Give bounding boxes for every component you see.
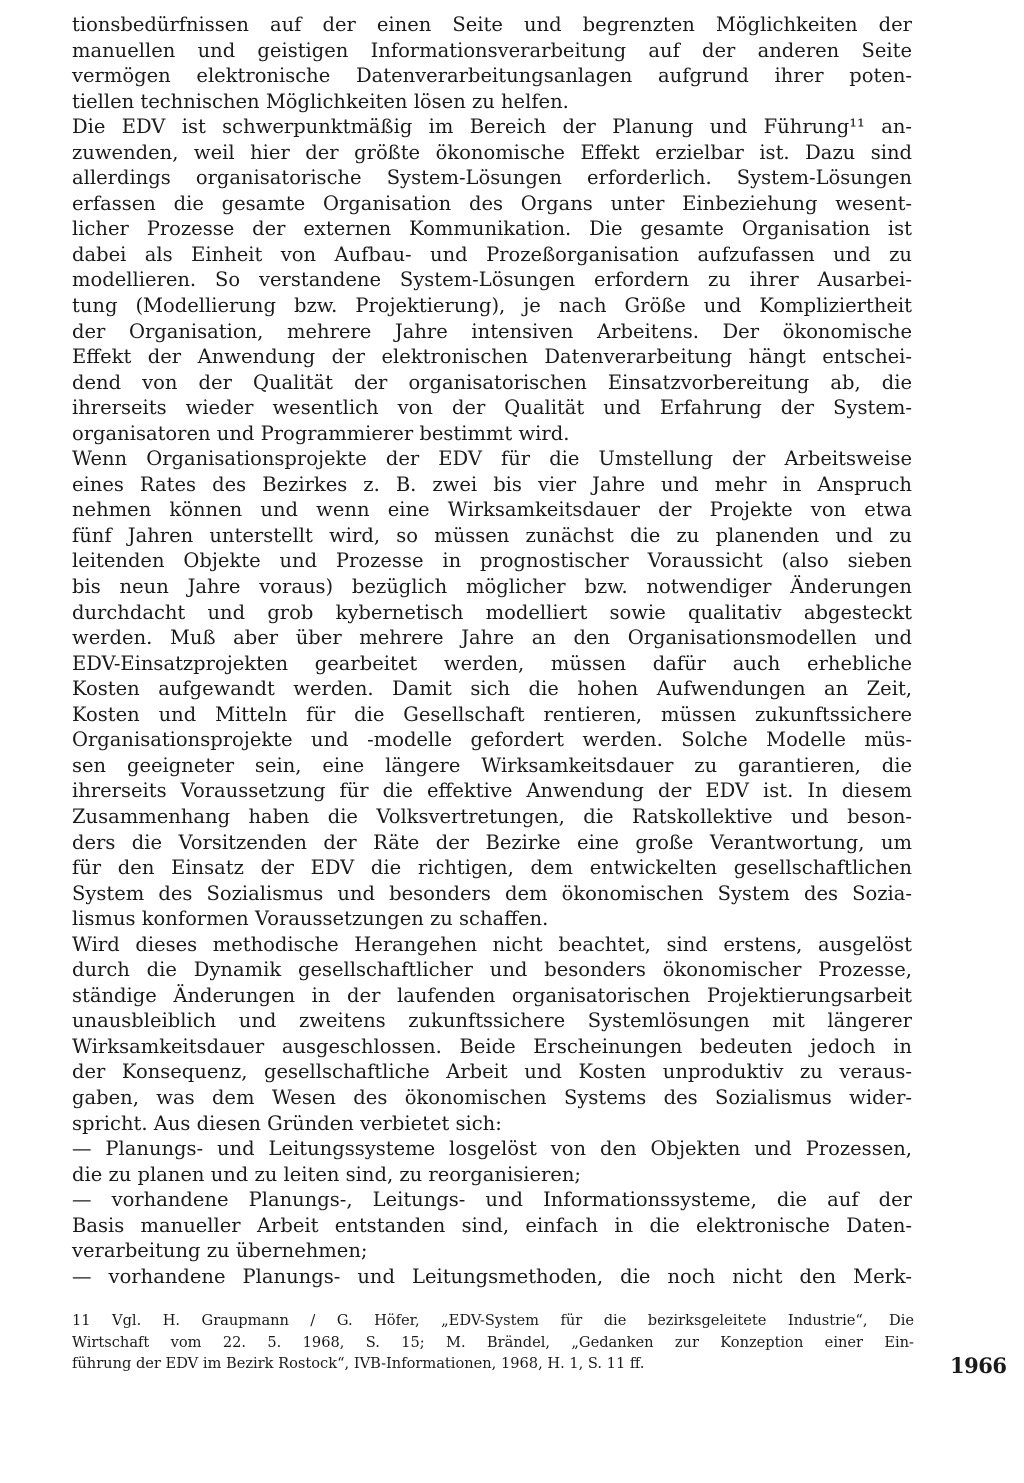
text-line: Wenn Organisationsprojekte der EDV für die Umstellung der Arbeitsweise (72, 447, 912, 471)
text-line: Wird dieses methodische Herangehen nicht beachtet, sind erstens, ausgelöst (72, 932, 912, 956)
text-line: — vorhandene Planungs-, Leitungs- und Informationssysteme, die auf der (72, 1188, 912, 1212)
text-line: dabei als Einheit von Aufbau- und Prozeßorganisation aufzufassen und zu (72, 242, 912, 266)
text-line: durchdacht und grob kybernetisch modelliert sowie qualitativ abgesteckt (72, 600, 912, 624)
text-line: modellieren. So verstandene System-Lösungen erfordern zu ihrer Ausarbei- (72, 268, 912, 292)
text-line: leitenden Objekte und Prozesse in prognostischer Voraussicht (also sieben (72, 549, 912, 573)
text-line: verarbeitung zu übernehmen; (72, 1239, 368, 1263)
text-line: Zusammenhang haben die Volksvertretungen, die Ratskollektive und beson- (72, 804, 912, 828)
text-line: tiellen technischen Möglichkeiten lösen zu helfen. (72, 89, 569, 113)
text-line: ihrerseits wieder wesentlich von der Qualität und Erfahrung der System- (72, 396, 912, 420)
text-line: Die EDV ist schwerpunktmäßig im Bereich der Planung und Führung¹¹ an- (72, 115, 912, 139)
text-line: Kosten aufgewandt werden. Damit sich die hohen Aufwendungen an Zeit, (72, 677, 912, 701)
page-number: 1966 (950, 1353, 1007, 1378)
text-line: erfassen die gesamte Organisation des Organs unter Einbeziehung wesent- (72, 191, 912, 215)
text-line: organisatoren und Programmierer bestimmt wird. (72, 421, 570, 445)
text-line: unausbleiblich und zweitens zukunftssichere Systemlösungen mit längerer (72, 1009, 912, 1033)
text-line: eines Rates des Bezirkes z. B. zwei bis vier Jahre und mehr in Anspruch (72, 472, 912, 496)
text-line: licher Prozesse der externen Kommunikation. Die gesamte Organisation ist (72, 217, 912, 241)
text-line: manuellen und geistigen Informationsverarbeitung auf der anderen Seite (72, 38, 912, 62)
text-line: werden. Muß aber über mehrere Jahre an den Organisationsmodellen und (72, 626, 912, 650)
text-line: — vorhandene Planungs- und Leitungsmethoden, die noch nicht den Merk- (72, 1264, 912, 1288)
text-line: gaben, was dem Wesen des ökonomischen Systems des Sozialismus wider- (72, 1085, 912, 1109)
text-line: tionsbedürfnissen auf der einen Seite und begrenzten Möglichkeiten der (72, 13, 912, 36)
footnote-line: Wirtschaft vom 22. 5. 1968, S. 15; M. Brändel, „Gedanken zur Konzeption einer Ein- (72, 1333, 914, 1351)
text-line: ders die Vorsitzenden der Räte der Bezirke eine große Verantwortung, um (72, 830, 912, 854)
text-line: die zu planen und zu leiten sind, zu reorganisieren; (72, 1162, 581, 1186)
text-line: ständige Änderungen in der laufenden organisatorischen Projektierungsarbeit (72, 983, 912, 1007)
text-line: vermögen elektronische Datenverarbeitungsanlagen aufgrund ihrer poten- (72, 64, 912, 88)
text-line: lismus konformen Voraussetzungen zu schaffen. (72, 907, 549, 931)
body-text (72, 12, 912, 1289)
text-line: sen geeigneter sein, eine längere Wirksamkeitsdauer zu garantieren, die (72, 753, 912, 777)
footnotes (72, 1310, 914, 1375)
text-line: fünf Jahren unterstellt wird, so müssen zunächst die zu planenden und zu (72, 523, 912, 547)
text-line: Wirksamkeitsdauer ausgeschlossen. Beide Erscheinungen bedeuten jedoch in (72, 1034, 912, 1058)
text-line: System des Sozialismus und besonders dem ökonomischen System des Sozia- (72, 881, 912, 905)
text-line: Organisationsprojekte und -modelle gefordert werden. Solche Modelle müs- (72, 728, 912, 752)
text-line: zuwenden, weil hier der größte ökonomische Effekt erzielbar ist. Dazu sind (72, 140, 912, 164)
text-line: EDV-Einsatzprojekten gearbeitet werden, müssen dafür auch erhebliche (72, 651, 912, 675)
text-line: durch die Dynamik gesellschaftlicher und besonders ökonomischer Prozesse, (72, 958, 912, 982)
text-line: Kosten und Mitteln für die Gesellschaft rentieren, müssen zukunftssichere (72, 702, 912, 726)
text-line: bis neun Jahre voraus) bezüglich möglicher bzw. notwendiger Änderungen (72, 575, 912, 599)
footnote-line: 11 Vgl. H. Graupmann / G. Höfer, „EDV-System für die bezirksgeleitete Industrie“, Die (72, 1312, 914, 1329)
text-line: der Organisation, mehrere Jahre intensiven Arbeitens. Der ökonomische (72, 319, 912, 343)
text-line: — Planungs- und Leitungssysteme losgelöst von den Objekten und Prozessen, (72, 1137, 912, 1161)
text-line: ihrerseits Voraussetzung für die effektive Anwendung der EDV ist. In diesem (72, 779, 912, 803)
text-line: spricht. Aus diesen Gründen verbietet sich: (72, 1111, 502, 1135)
text-line: allerdings organisatorische System-Lösungen erforderlich. System-Lösungen (72, 166, 912, 190)
text-line: dend von der Qualität der organisatorischen Einsatzvorbereitung ab, die (72, 370, 912, 394)
text-line: der Konsequenz, gesellschaftliche Arbeit und Kosten unproduktiv zu veraus- (72, 1060, 912, 1084)
text-line: tung (Modellierung bzw. Projektierung), je nach Größe und Kompliziertheit (72, 294, 912, 318)
text-line: nehmen können und wenn eine Wirksamkeitsdauer der Projekte von etwa (72, 498, 912, 522)
footnote-line: führung der EDV im Bezirk Rostock“, IVB-Informationen, 1968, H. 1, S. 11 ff. (72, 1355, 645, 1373)
text-line: für den Einsatz der EDV die richtigen, dem entwickelten gesellschaftlichen (72, 856, 912, 880)
text-line: Effekt der Anwendung der elektronischen Datenverarbeitung hängt entschei- (72, 345, 912, 369)
text-line: Basis manueller Arbeit entstanden sind, einfach in die elektronische Daten- (72, 1213, 912, 1237)
